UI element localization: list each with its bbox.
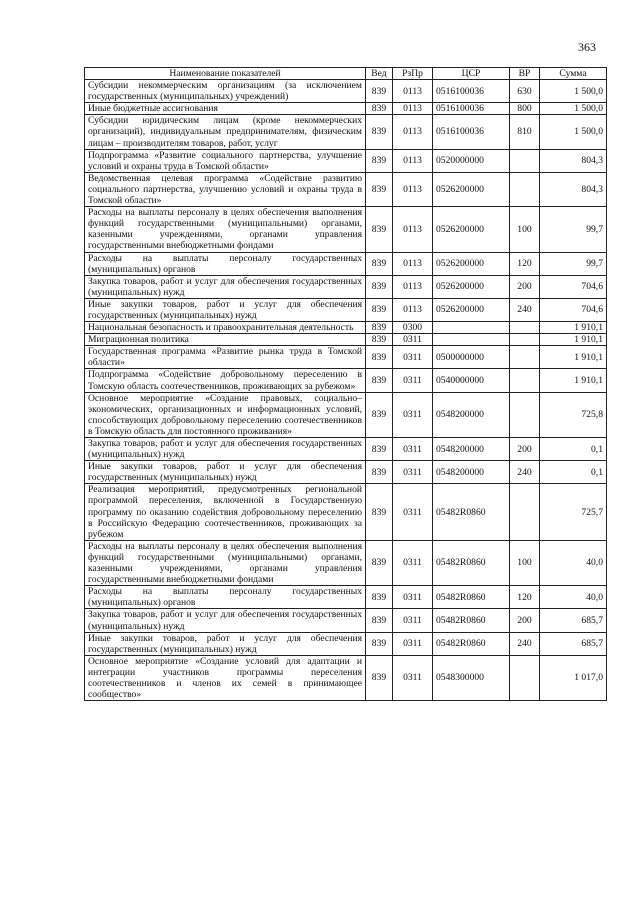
row-ved: 839 xyxy=(366,632,393,655)
row-csr: 05482R0860 xyxy=(433,632,510,655)
row-rzpr: 0311 xyxy=(393,484,433,540)
row-csr: 0526200000 xyxy=(433,172,510,206)
row-vr: 120 xyxy=(510,252,540,275)
row-csr xyxy=(433,322,510,334)
table-body xyxy=(85,80,607,701)
table-row xyxy=(85,298,607,321)
row-vr: 200 xyxy=(510,609,540,632)
row-sum: 725,8 xyxy=(540,392,607,437)
row-vr: 100 xyxy=(510,207,540,252)
row-vr xyxy=(510,334,540,346)
row-name: Расходы на выплаты персоналу в целях обеспечения выполнения функций государственными (муниципальными) органами, казенными учреждениями, органами управления государственными внебюджетными фондами xyxy=(85,207,366,252)
row-rzpr: 0113 xyxy=(393,275,433,298)
row-ved: 839 xyxy=(366,103,393,115)
row-name: Закупка товаров, работ и услуг для обеспечения государственных (муниципальных) нужд xyxy=(85,609,366,632)
row-ved: 839 xyxy=(366,149,393,172)
row-rzpr: 0311 xyxy=(393,346,433,369)
table-row xyxy=(85,586,607,609)
header-csr: ЦСР xyxy=(433,68,510,80)
row-csr: 0548300000 xyxy=(433,655,510,700)
table-row xyxy=(85,172,607,206)
row-name: Иные закупки товаров, работ и услуг для обеспечения государственных (муниципальных) нужд xyxy=(85,632,366,655)
row-ved: 839 xyxy=(366,484,393,540)
row-name: Иные бюджетные ассигнования xyxy=(85,103,366,115)
row-rzpr: 0311 xyxy=(393,609,433,632)
row-ved: 839 xyxy=(366,115,393,149)
row-name: Субсидии некоммерческим организациям (за исключением государственных (муниципальных) учреждений) xyxy=(85,80,366,103)
row-name: Реализация мероприятий, предусмотренных региональной программой переселения, включенной в Государственную программу по оказанию содействия добровольному переселению в Российскую Федерацию соотечественников, проживающих за рубежом xyxy=(85,484,366,540)
row-rzpr: 0113 xyxy=(393,115,433,149)
row-vr xyxy=(510,346,540,369)
row-csr: 0548200000 xyxy=(433,392,510,437)
row-csr: 05482R0860 xyxy=(433,540,510,585)
table-row xyxy=(85,207,607,252)
row-name: Расходы на выплаты персоналу в целях обеспечения выполнения функций государственными (муниципальными) органами, казенными учреждениями, органами управления государственными внебюджетными фондами xyxy=(85,540,366,585)
row-sum: 40,0 xyxy=(540,586,607,609)
row-csr: 0526200000 xyxy=(433,207,510,252)
row-csr: 0516100036 xyxy=(433,115,510,149)
row-sum: 1 910,1 xyxy=(540,369,607,392)
row-sum: 99,7 xyxy=(540,252,607,275)
row-ved: 839 xyxy=(366,80,393,103)
row-ved: 839 xyxy=(366,322,393,334)
row-vr: 200 xyxy=(510,438,540,461)
row-rzpr: 0113 xyxy=(393,149,433,172)
row-ved: 839 xyxy=(366,275,393,298)
row-ved: 839 xyxy=(366,586,393,609)
table-row xyxy=(85,369,607,392)
table-row xyxy=(85,115,607,149)
row-ved: 839 xyxy=(366,298,393,321)
row-ved: 839 xyxy=(366,438,393,461)
row-vr xyxy=(510,484,540,540)
page-number: 363 xyxy=(578,40,596,54)
row-csr: 0526200000 xyxy=(433,252,510,275)
row-csr xyxy=(433,334,510,346)
row-ved: 839 xyxy=(366,655,393,700)
row-csr: 05482R0860 xyxy=(433,484,510,540)
table-row xyxy=(85,484,607,540)
row-rzpr: 0311 xyxy=(393,438,433,461)
row-rzpr: 0113 xyxy=(393,207,433,252)
row-vr xyxy=(510,172,540,206)
row-name: Закупка товаров, работ и услуг для обеспечения государственных (муниципальных) нужд xyxy=(85,438,366,461)
row-sum: 685,7 xyxy=(540,609,607,632)
row-name: Закупка товаров, работ и услуг для обеспечения государственных (муниципальных) нужд xyxy=(85,275,366,298)
row-csr: 0548200000 xyxy=(433,438,510,461)
row-vr xyxy=(510,392,540,437)
row-name: Подпрограмма «Содействие добровольному переселению в Томскую область соотечественников, проживающих за рубежом» xyxy=(85,369,366,392)
row-csr: 0500000000 xyxy=(433,346,510,369)
header-name: Наименование показателей xyxy=(85,68,366,80)
row-ved: 839 xyxy=(366,334,393,346)
row-name: Государственная программа «Развитие рынка труда в Томской области» xyxy=(85,346,366,369)
row-vr: 810 xyxy=(510,115,540,149)
row-name: Основное мероприятие «Создание правовых, социально–экономических, организационных и информационных условий, способствующих добровольному переселению соотечественников в Томскую область для постоянного проживания» xyxy=(85,392,366,437)
row-vr: 100 xyxy=(510,540,540,585)
row-sum: 1 500,0 xyxy=(540,103,607,115)
row-ved: 839 xyxy=(366,207,393,252)
row-sum: 40,0 xyxy=(540,540,607,585)
table-row xyxy=(85,252,607,275)
row-csr: 0548200000 xyxy=(433,461,510,484)
row-rzpr: 0311 xyxy=(393,334,433,346)
header-vr: ВР xyxy=(510,68,540,80)
row-name: Субсидии юридическим лицам (кроме некоммерческих организаций), индивидуальным предпринимателям, физическим лицам – производителям товаров, работ, услуг xyxy=(85,115,366,149)
row-sum: 1 500,0 xyxy=(540,80,607,103)
row-sum: 1 910,1 xyxy=(540,346,607,369)
row-sum: 725,7 xyxy=(540,484,607,540)
table-row xyxy=(85,275,607,298)
row-name: Национальная безопасность и правоохранительная деятельность xyxy=(85,322,366,334)
row-vr xyxy=(510,149,540,172)
header-ved: Вед xyxy=(366,68,393,80)
row-ved: 839 xyxy=(366,346,393,369)
row-rzpr: 0311 xyxy=(393,369,433,392)
row-rzpr: 0113 xyxy=(393,252,433,275)
row-rzpr: 0113 xyxy=(393,103,433,115)
row-sum: 0,1 xyxy=(540,461,607,484)
row-rzpr: 0113 xyxy=(393,80,433,103)
row-csr: 0520000000 xyxy=(433,149,510,172)
row-csr: 0516100036 xyxy=(433,103,510,115)
row-ved: 839 xyxy=(366,252,393,275)
row-rzpr: 0311 xyxy=(393,392,433,437)
row-csr: 0516100036 xyxy=(433,80,510,103)
row-sum: 1 910,1 xyxy=(540,334,607,346)
table-row xyxy=(85,461,607,484)
table-row xyxy=(85,334,607,346)
row-name: Иные закупки товаров, работ и услуг для обеспечения государственных (муниципальных) нужд xyxy=(85,298,366,321)
table-row xyxy=(85,438,607,461)
row-csr: 0526200000 xyxy=(433,275,510,298)
table-row xyxy=(85,609,607,632)
row-csr: 0540000000 xyxy=(433,369,510,392)
table-row xyxy=(85,103,607,115)
row-rzpr: 0311 xyxy=(393,461,433,484)
row-ved: 839 xyxy=(366,172,393,206)
row-ved: 839 xyxy=(366,461,393,484)
row-sum: 99,7 xyxy=(540,207,607,252)
row-rzpr: 0311 xyxy=(393,540,433,585)
row-rzpr: 0311 xyxy=(393,655,433,700)
budget-table xyxy=(84,67,607,701)
table-row xyxy=(85,392,607,437)
row-vr: 240 xyxy=(510,298,540,321)
row-sum: 1 017,0 xyxy=(540,655,607,700)
row-vr: 630 xyxy=(510,80,540,103)
row-csr: 05482R0860 xyxy=(433,609,510,632)
row-rzpr: 0113 xyxy=(393,298,433,321)
row-csr: 05482R0860 xyxy=(433,586,510,609)
row-sum: 804,3 xyxy=(540,149,607,172)
row-vr: 200 xyxy=(510,275,540,298)
table-row xyxy=(85,540,607,585)
row-rzpr: 0311 xyxy=(393,586,433,609)
row-vr xyxy=(510,655,540,700)
row-rzpr: 0300 xyxy=(393,322,433,334)
row-csr: 0526200000 xyxy=(433,298,510,321)
table-row xyxy=(85,655,607,700)
row-vr: 800 xyxy=(510,103,540,115)
row-name: Иные закупки товаров, работ и услуг для обеспечения государственных (муниципальных) нужд xyxy=(85,461,366,484)
row-rzpr: 0113 xyxy=(393,172,433,206)
row-ved: 839 xyxy=(366,609,393,632)
row-name: Расходы на выплаты персоналу государственных (муниципальных) органов xyxy=(85,252,366,275)
row-vr xyxy=(510,369,540,392)
row-name: Расходы на выплаты персоналу государственных (муниципальных) органов xyxy=(85,586,366,609)
row-name: Основное мероприятие «Создание условий для адаптации и интеграции участников программы переселения соотечественников и членов их семей в принимающее сообщество» xyxy=(85,655,366,700)
row-ved: 839 xyxy=(366,369,393,392)
table-row xyxy=(85,346,607,369)
header-rzpr: РзПр xyxy=(393,68,433,80)
row-sum: 704,6 xyxy=(540,275,607,298)
row-sum: 0,1 xyxy=(540,438,607,461)
row-sum: 804,3 xyxy=(540,172,607,206)
row-rzpr: 0311 xyxy=(393,632,433,655)
row-vr: 240 xyxy=(510,461,540,484)
row-ved: 839 xyxy=(366,540,393,585)
row-name: Миграционная политика xyxy=(85,334,366,346)
row-sum: 685,7 xyxy=(540,632,607,655)
row-vr: 240 xyxy=(510,632,540,655)
row-sum: 704,6 xyxy=(540,298,607,321)
row-ved: 839 xyxy=(366,392,393,437)
table-header-row xyxy=(85,68,607,80)
row-sum: 1 910,1 xyxy=(540,322,607,334)
table-row xyxy=(85,80,607,103)
table-row xyxy=(85,149,607,172)
row-sum: 1 500,0 xyxy=(540,115,607,149)
table-row xyxy=(85,322,607,334)
row-vr: 120 xyxy=(510,586,540,609)
header-sum: Сумма xyxy=(540,68,607,80)
row-name: Ведомственная целевая программа «Содействие развитию социального партнерства, улучшению условий и охраны труда в Томской области» xyxy=(85,172,366,206)
row-name: Подпрограмма «Развитие социального партнерства, улучшение условий и охраны труда в Томской области» xyxy=(85,149,366,172)
row-vr xyxy=(510,322,540,334)
table-row xyxy=(85,632,607,655)
